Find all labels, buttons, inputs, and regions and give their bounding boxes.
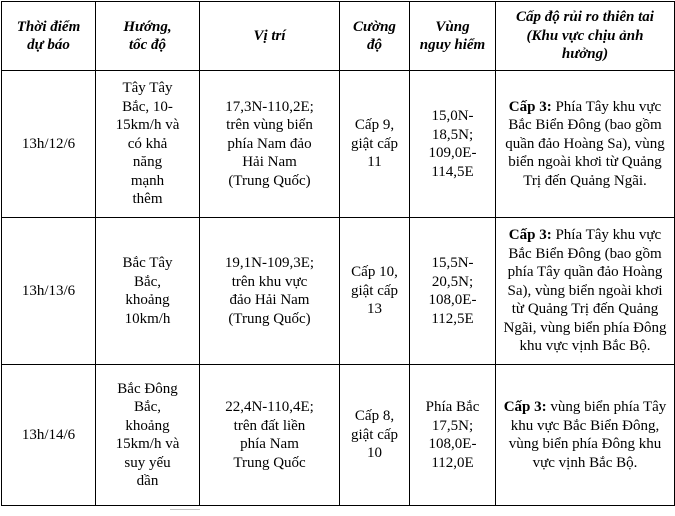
risk-level-label: Cấp 3: — [508, 98, 552, 115]
intensity-cell: Cấp 9, giật cấp 11 — [340, 71, 410, 218]
risk-cell — [496, 218, 675, 365]
table-row — [2, 71, 675, 218]
risk-description: Phía Tây khu vực Bắc Biển Đông (bao gồm phía Tây quần đảo Hoàng Sa), vùng biển ngoài khơi từ Quảng Trị đến Quảng Ngãi, vùng biển phía Đông khu vực vịnh Bắc Bộ. — [503, 227, 667, 355]
danger-zone-cell: Phía Bắc 17,5N; 108,0E- 112,0E — [410, 365, 496, 506]
table-row — [2, 218, 675, 365]
direction-cell: Tây Tây Bắc, 10- 15km/h và có khả năng mạnh thêm — [96, 71, 200, 218]
danger-zone-cell: 15,0N- 18,5N; 109,0E- 114,5E — [410, 71, 496, 218]
header-position: Vị trí — [200, 2, 340, 71]
header-row — [2, 2, 675, 71]
risk-level-label: Cấp 3: — [508, 227, 552, 244]
risk-cell — [496, 365, 675, 506]
position-cell: 19,1N-109,3E; trên khu vực đảo Hải Nam (Trung Quốc) — [200, 218, 340, 365]
intensity-cell: Cấp 8, giật cấp 10 — [340, 365, 410, 506]
time-cell: 13h/14/6 — [2, 365, 96, 506]
danger-zone-cell: 15,5N- 20,5N; 108,0E- 112,5E — [410, 218, 496, 365]
header-direction: Hướng, tốc độ — [96, 2, 200, 71]
direction-cell: Bắc Đông Bắc, khoảng 15km/h và suy yếu dần — [96, 365, 200, 506]
position-cell: 17,3N-110,2E; trên vùng biển phía Nam đảo Hải Nam (Trung Quốc) — [200, 71, 340, 218]
cropped-text-fragment — [170, 509, 200, 516]
header-risk-level: Cấp độ rủi ro thiên tai (Khu vực chịu ảnh hưởng) — [496, 2, 675, 71]
risk-cell — [496, 71, 675, 218]
header-time: Thời điểm dự báo — [2, 2, 96, 71]
risk-description: Phía Tây khu vực Bắc Biển Đông (bao gồm quần đảo Hoàng Sa), vùng biển ngoài khơi từ Quảng Trị đến Quảng Ngãi. — [505, 98, 665, 189]
direction-cell: Bắc Tây Bắc, khoảng 10km/h — [96, 218, 200, 365]
risk-description: vùng biển phía Tây khu vực Bắc Biển Đông, vùng biển phía Đông khu vực vịnh Bắc Bộ. — [508, 399, 667, 471]
risk-level-label: Cấp 3: — [503, 399, 547, 415]
header-intensity: Cường độ — [340, 2, 410, 71]
storm-forecast-table — [1, 1, 675, 506]
intensity-cell: Cấp 10, giật cấp 13 — [340, 218, 410, 365]
header-danger-zone: Vùng nguy hiểm — [410, 2, 496, 71]
position-cell: 22,4N-110,4E; trên đất liền phía Nam Trung Quốc — [200, 365, 340, 506]
time-cell: 13h/12/6 — [2, 71, 96, 218]
table-row — [2, 365, 675, 506]
time-cell: 13h/13/6 — [2, 218, 96, 365]
